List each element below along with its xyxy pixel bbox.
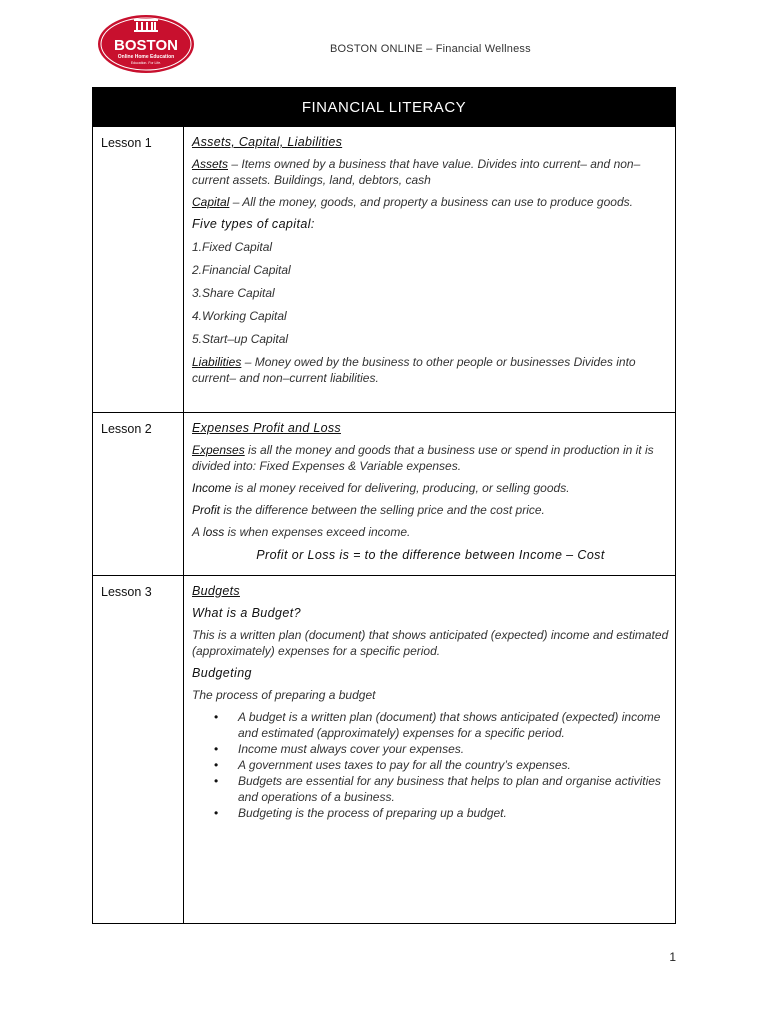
profit-text: is the difference between the selling price and the cost price.: [220, 503, 545, 517]
lesson-2-heading: Expenses Profit and Loss: [192, 421, 341, 435]
capital-type-item: 4.Working Capital: [192, 309, 287, 323]
lesson-2-row: [93, 412, 675, 575]
capital-type-item: 1.Fixed Capital: [192, 240, 273, 254]
list-item: • Budgets are essential for any business that helps to plan and organise activities and operations of a business.: [238, 773, 669, 805]
budget-definition: This is a written plan (document) that shows anticipated (expected) income and estimated (approximately) expenses for a specific period.: [192, 628, 669, 658]
loss-text: is when expenses exceed income.: [224, 525, 411, 539]
lesson-3-heading: Budgets: [192, 584, 240, 598]
lesson-3-label: Lesson 3: [101, 585, 152, 599]
lesson-1-label: Lesson 1: [101, 136, 152, 150]
svg-text:Education. For Life.: Education. For Life.: [130, 61, 162, 65]
list-item: • A government uses taxes to pay for all the country’s expenses.: [238, 757, 669, 773]
svg-text:Online Home Education: Online Home Education: [117, 54, 175, 60]
capital-type-item: 5.Start–up Capital: [192, 332, 289, 346]
loss-prefix: A l: [192, 525, 206, 539]
header-title: BOSTON ONLINE – Financial Wellness: [330, 43, 531, 55]
list-item: • A budget is a written plan (document) that shows anticipated (expected) income and estimated (approximately) expenses for a specific period.: [238, 709, 669, 741]
list-item: • Budgeting is the process of preparing up a budget.: [238, 805, 669, 821]
income-term: Income: [192, 481, 232, 495]
capital-text: – All the money, goods, and property a business can use to produce goods.: [229, 195, 633, 209]
lesson-1-heading: Assets, Capital, Liabilities: [192, 135, 343, 149]
capital-term: Capital: [192, 195, 230, 209]
page-number: 1: [669, 950, 676, 964]
budgeting-text: The process of preparing a budget: [192, 688, 376, 702]
expenses-term: Expenses: [192, 443, 245, 457]
capital-types-heading: Five types of capital:: [192, 217, 315, 231]
assets-text: – Items owned by a business that have value. Divides into current– and non–current assets. Buildings, land, debtors, cash: [192, 157, 641, 187]
boston-logo: [97, 14, 195, 74]
lesson-1-row: [93, 126, 675, 412]
budgeting-heading: Budgeting: [192, 666, 252, 680]
list-item: • Income must always cover your expenses.: [238, 741, 669, 757]
lesson-3-row: [93, 575, 675, 923]
lesson-3-content: [184, 576, 675, 827]
budget-question: What is a Budget?: [192, 606, 301, 620]
income-text: is al money received for delivering, producing, or selling goods.: [231, 481, 570, 495]
capital-type-item: 3.Share Capital: [192, 286, 275, 300]
liabilities-term: Liabilities: [192, 355, 242, 369]
building-icon: [134, 19, 158, 32]
table-title: FINANCIAL LITERACY: [93, 88, 675, 126]
liabilities-text: – Money owed by the business to other people or businesses Divides into current– and non–current liabilities.: [192, 355, 636, 385]
svg-text:BOSTON: BOSTON: [114, 37, 178, 54]
financial-literacy-table: [92, 87, 676, 924]
expenses-text: is all the money and goods that a business use or spend in production in it is divided into: Fixed Expenses & Variable expenses.: [192, 443, 654, 473]
lesson-2-content: [184, 413, 675, 569]
assets-term: Assets: [192, 157, 229, 171]
capital-type-item: 2.Financial Capital: [192, 263, 291, 277]
profit-term: Profit: [192, 503, 221, 517]
lesson-1-content: [184, 127, 675, 392]
profit-loss-summary: Profit or Loss is = to the difference between Income – Cost: [256, 548, 605, 562]
budget-bullet-list: [192, 709, 669, 821]
lesson-2-label: Lesson 2: [101, 422, 152, 436]
loss-term: oss: [205, 525, 225, 539]
